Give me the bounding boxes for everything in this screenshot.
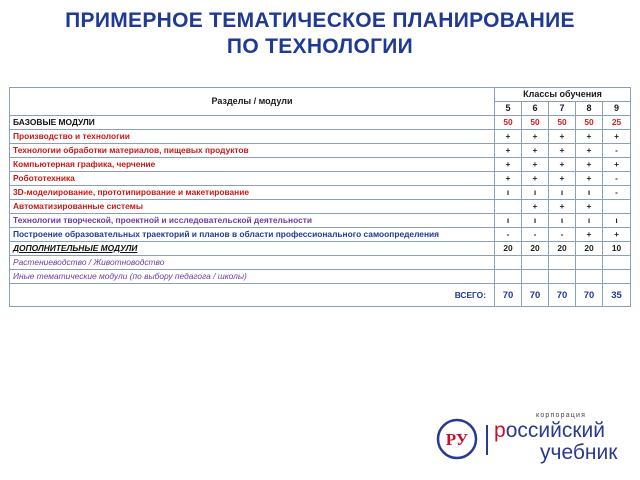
cell: ı [576, 214, 603, 228]
cell: + [522, 158, 549, 172]
cell: + [495, 130, 522, 144]
row-label: Технологии обработки материалов, пищевых продуктов [10, 144, 495, 158]
cell [522, 256, 549, 270]
logo-word-2: учебник [540, 441, 618, 464]
logo-divider [486, 425, 488, 455]
cell [576, 270, 603, 284]
logo-mark-icon [436, 418, 478, 460]
cell: + [549, 130, 576, 144]
cell: 20 [495, 242, 522, 256]
row-label: Производство и технологии [10, 130, 495, 144]
cell [549, 270, 576, 284]
row-label: Технологии творческой, проектной и исследовательской деятельности [10, 214, 495, 228]
cell: + [549, 200, 576, 214]
cell: + [576, 228, 603, 242]
cell: + [603, 228, 631, 242]
cell: + [522, 130, 549, 144]
cell [495, 270, 522, 284]
cell: + [522, 200, 549, 214]
planning-table [9, 87, 631, 307]
cell [603, 256, 631, 270]
cell: - [522, 228, 549, 242]
cell: + [576, 172, 603, 186]
cell: ı [603, 214, 631, 228]
grade-6: 6 [522, 102, 549, 116]
cell: ı [495, 186, 522, 200]
logo-word-1-first: р [494, 419, 506, 442]
cell: + [576, 144, 603, 158]
cell [603, 270, 631, 284]
cell: 70 [549, 284, 576, 307]
cell: - [603, 172, 631, 186]
row-label: Растениеводство / Животноводство [10, 256, 495, 270]
cell: ı [549, 186, 576, 200]
grade-8: 8 [576, 102, 603, 116]
cell: - [603, 186, 631, 200]
table-row-additional-modules [10, 242, 631, 256]
cell: + [495, 144, 522, 158]
logo-mark-letter: РУ [445, 430, 469, 449]
row-label: Автоматизированные системы [10, 200, 495, 214]
cell: 70 [522, 284, 549, 307]
cell: 25 [603, 116, 631, 130]
cell [522, 270, 549, 284]
cell: + [522, 172, 549, 186]
row-label: Построение образовательных траекторий и планов в области профессионального самоопределения [10, 228, 495, 242]
cell: + [549, 158, 576, 172]
row-label: ДОПОЛНИТЕЛЬНЫЕ МОДУЛИ [10, 242, 495, 256]
header-row [10, 88, 631, 102]
table-row [10, 144, 631, 158]
page-title [0, 8, 640, 60]
cell: + [549, 172, 576, 186]
cell [495, 200, 522, 214]
grade-7: 7 [549, 102, 576, 116]
cell: 10 [603, 242, 631, 256]
header-classes: Классы обучения [495, 88, 631, 102]
cell: 50 [495, 116, 522, 130]
table-row [10, 256, 631, 270]
table-row-trajectory [10, 228, 631, 242]
title-line-1: ПРИМЕРНОЕ ТЕМАТИЧЕСКОЕ ПЛАНИРОВАНИЕ [65, 9, 575, 32]
table-row [10, 172, 631, 186]
cell [576, 256, 603, 270]
table-row-total [10, 284, 631, 307]
cell: + [522, 144, 549, 158]
table-row [10, 200, 631, 214]
table-row [10, 270, 631, 284]
logo-word-1 [494, 420, 605, 442]
logo-word-1-rest: оссийский [505, 419, 605, 442]
cell: + [495, 172, 522, 186]
row-label: Робототехника [10, 172, 495, 186]
cell: 20 [576, 242, 603, 256]
cell: ı [522, 186, 549, 200]
row-label: 3D-моделирование, прототипирование и макетирование [10, 186, 495, 200]
cell: 50 [549, 116, 576, 130]
cell: 20 [549, 242, 576, 256]
cell: + [495, 158, 522, 172]
cell: ı [522, 214, 549, 228]
table-row [10, 158, 631, 172]
header-sections: Разделы / модули [10, 88, 495, 116]
row-label: Иные тематические модули (по выбору педагога / школы) [10, 270, 495, 284]
table-row [10, 130, 631, 144]
table-row-project [10, 214, 631, 228]
cell: - [549, 228, 576, 242]
cell: 70 [495, 284, 522, 307]
grade-9: 9 [603, 102, 631, 116]
cell [495, 256, 522, 270]
grade-5: 5 [495, 102, 522, 116]
cell: 35 [603, 284, 631, 307]
publisher-logo [436, 412, 636, 472]
cell: 50 [522, 116, 549, 130]
cell: 20 [522, 242, 549, 256]
cell: 50 [576, 116, 603, 130]
table-row-base-modules [10, 116, 631, 130]
cell [603, 200, 631, 214]
table-row [10, 186, 631, 200]
cell: + [576, 200, 603, 214]
logo-kicker: корпорация [536, 412, 587, 419]
cell: - [603, 144, 631, 158]
cell: + [576, 130, 603, 144]
cell: - [495, 228, 522, 242]
cell: 70 [576, 284, 603, 307]
cell: ı [495, 214, 522, 228]
cell: + [576, 158, 603, 172]
cell: ı [549, 214, 576, 228]
cell: + [603, 158, 631, 172]
cell: + [549, 144, 576, 158]
cell [549, 256, 576, 270]
row-label: Компьютерная графика, черчение [10, 158, 495, 172]
cell: + [603, 130, 631, 144]
cell: ı [576, 186, 603, 200]
total-label: ВСЕГО: [10, 284, 495, 307]
title-line-2: ПО ТЕХНОЛОГИИ [226, 35, 414, 58]
row-label: БАЗОВЫЕ МОДУЛИ [10, 116, 495, 130]
